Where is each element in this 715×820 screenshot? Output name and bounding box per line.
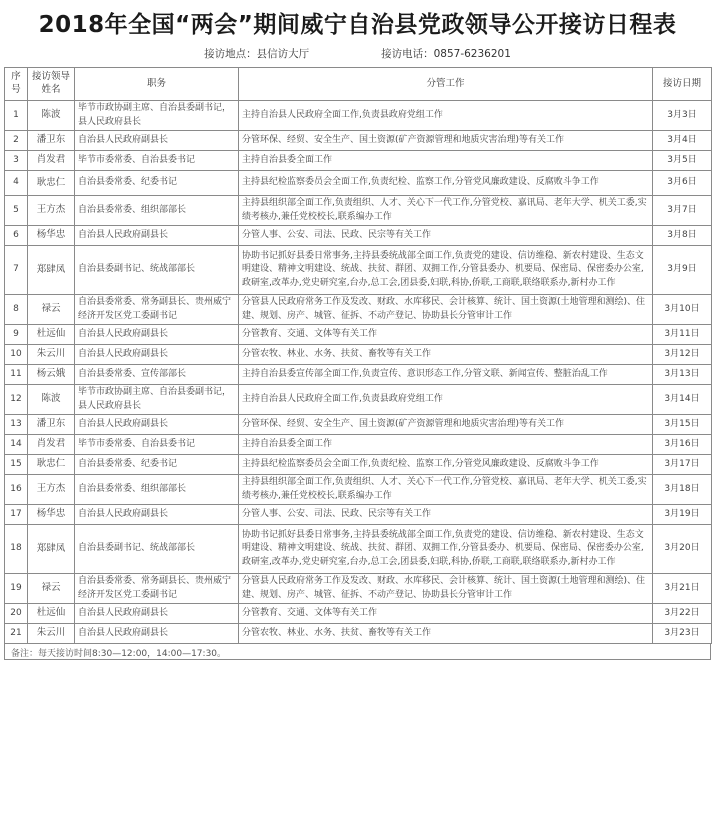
row-number: 5 xyxy=(5,196,28,226)
leader-name: 杨云娥 xyxy=(28,365,75,385)
table-row xyxy=(5,624,712,644)
visit-date: 3月21日 xyxy=(653,574,712,604)
table-row xyxy=(5,151,712,171)
leader-post: 自治县委副书记、统战部部长 xyxy=(75,525,239,574)
leader-post: 毕节市政协副主席、自治县委副书记，县人民政府县长 xyxy=(75,385,239,415)
leader-name: 杨华忠 xyxy=(28,505,75,525)
page-title: 2018年全国“两会”期间威宁自治县党政领导公开接访日程表 xyxy=(38,12,677,38)
leader-name: 朱云川 xyxy=(28,345,75,365)
visit-date: 3月7日 xyxy=(653,196,712,226)
leader-post: 自治县人民政府副县长 xyxy=(75,345,239,365)
table-row xyxy=(5,325,712,345)
leader-name: 杜远仙 xyxy=(28,325,75,345)
table-header-row xyxy=(5,68,712,101)
leader-name: 杨华忠 xyxy=(28,226,75,246)
table-row xyxy=(5,604,712,624)
leader-duty: 主持县纪检监察委员会全面工作,负责纪检、监察工作,分管党风廉政建设、反腐败斗争工作 xyxy=(239,455,653,475)
leader-name: 陈波 xyxy=(28,385,75,415)
header-no: 序号 xyxy=(5,68,28,101)
row-number: 21 xyxy=(5,624,28,644)
leader-name: 肖发君 xyxy=(28,435,75,455)
leader-duty: 协助书记抓好县委日常事务,主持县委统战部全面工作,负责党的建设、信访维稳、新农村建设、生态文明建设、精神文明建设、统战、扶贫、群团、双拥工作,分管县委办、机要局、保密局、保密委办公室,政研室,改革办,党史研究室,台办,总工会,团县委,妇联,科协,侨联,工商联,联络联系办,新村办工作 xyxy=(239,246,653,295)
leader-post: 自治县委常委、纪委书记 xyxy=(75,455,239,475)
leader-post: 自治县人民政府副县长 xyxy=(75,505,239,525)
leader-post: 自治县委常委、组织部部长 xyxy=(75,196,239,226)
row-number: 9 xyxy=(5,325,28,345)
visit-date: 3月22日 xyxy=(653,604,712,624)
row-number: 17 xyxy=(5,505,28,525)
leader-duty: 主持自治县人民政府全面工作,负责县政府党组工作 xyxy=(239,101,653,131)
visit-date: 3月9日 xyxy=(653,246,712,295)
leader-post: 自治县人民政府副县长 xyxy=(75,415,239,435)
table-row xyxy=(5,505,712,525)
leader-duty: 主持县纪检监察委员会全面工作,负责纪检、监察工作,分管党风廉政建设、反腐败斗争工作 xyxy=(239,171,653,196)
visit-date: 3月11日 xyxy=(653,325,712,345)
row-number: 1 xyxy=(5,101,28,131)
leader-post: 自治县委副书记、统战部部长 xyxy=(75,246,239,295)
leader-post: 毕节市委常委、自治县委书记 xyxy=(75,435,239,455)
row-number: 7 xyxy=(5,246,28,295)
visit-date: 3月8日 xyxy=(653,226,712,246)
row-number: 18 xyxy=(5,525,28,574)
row-number: 16 xyxy=(5,475,28,505)
leader-post: 自治县人民政府副县长 xyxy=(75,325,239,345)
table-row xyxy=(5,345,712,365)
leader-name: 潘卫东 xyxy=(28,415,75,435)
table-row xyxy=(5,365,712,385)
schedule-table-body xyxy=(5,101,712,644)
visit-date: 3月13日 xyxy=(653,365,712,385)
table-row xyxy=(5,171,712,196)
leader-duty: 分管县人民政府常务工作及发改、财政、水库移民、会计核算、统计、国土资源(土地管理和测绘)、住建、规划、房产、城管、征拆、不动产登记、协助县长分管审计工作 xyxy=(239,295,653,325)
table-row xyxy=(5,246,712,295)
leader-duty: 主持自治县委全面工作 xyxy=(239,151,653,171)
schedule-table xyxy=(4,67,712,644)
table-row xyxy=(5,101,712,131)
leader-post: 自治县委常委、宣传部部长 xyxy=(75,365,239,385)
visit-date: 3月12日 xyxy=(653,345,712,365)
visit-date: 3月18日 xyxy=(653,475,712,505)
leader-duty: 主持自治县委宣传部全面工作,负责宣传、意识形态工作,分管文联、新闻宣传、整脏治乱工作 xyxy=(239,365,653,385)
location-label: 接访地点：县信访大厅 xyxy=(204,48,310,60)
visit-date: 3月6日 xyxy=(653,171,712,196)
leader-duty: 主持自治县人民政府全面工作,负责县政府党组工作 xyxy=(239,385,653,415)
row-number: 13 xyxy=(5,415,28,435)
leader-name: 耿忠仁 xyxy=(28,455,75,475)
visit-date: 3月5日 xyxy=(653,151,712,171)
row-number: 4 xyxy=(5,171,28,196)
visit-date: 3月3日 xyxy=(653,101,712,131)
footnote: 备注：每天接访时间8:30—12:00，14:00—17:30。 xyxy=(4,644,711,660)
leader-post: 自治县委常委、纪委书记 xyxy=(75,171,239,196)
table-row xyxy=(5,455,712,475)
visit-date: 3月4日 xyxy=(653,131,712,151)
leader-post: 自治县人民政府副县长 xyxy=(75,604,239,624)
leader-duty: 主持县组织部全面工作,负责组织、人才、关心下一代工作,分管党校、嘉讯局、老年大学、机关工委,实绩考核办,兼任党校校长,联系编办工作 xyxy=(239,196,653,226)
visit-date: 3月15日 xyxy=(653,415,712,435)
leader-post: 自治县委常委、常务副县长、贵州威宁经济开发区党工委副书记 xyxy=(75,295,239,325)
table-row xyxy=(5,435,712,455)
leader-duty: 分管农牧、林业、水务、扶贫、畜牧等有关工作 xyxy=(239,345,653,365)
row-number: 3 xyxy=(5,151,28,171)
header-name: 接访领导姓名 xyxy=(28,68,75,101)
row-number: 15 xyxy=(5,455,28,475)
leader-post: 自治县人民政府副县长 xyxy=(75,131,239,151)
leader-duty: 分管环保、经贸、安全生产、国土资源(矿产资源管理和地质灾害治理)等有关工作 xyxy=(239,131,653,151)
leader-name: 肖发君 xyxy=(28,151,75,171)
leader-post: 自治县委常委、常务副县长、贵州威宁经济开发区党工委副书记 xyxy=(75,574,239,604)
contact-info xyxy=(4,43,711,65)
table-row xyxy=(5,131,712,151)
leader-post: 毕节市政协副主席、自治县委副书记，县人民政府县长 xyxy=(75,101,239,131)
header-post: 职务 xyxy=(75,68,239,101)
table-row xyxy=(5,525,712,574)
table-row xyxy=(5,574,712,604)
row-number: 14 xyxy=(5,435,28,455)
header-duty: 分管工作 xyxy=(239,68,653,101)
leader-name: 王方杰 xyxy=(28,475,75,505)
row-number: 2 xyxy=(5,131,28,151)
leader-name: 郑肆凤 xyxy=(28,246,75,295)
leader-name: 杜远仙 xyxy=(28,604,75,624)
leader-post: 自治县委常委、组织部部长 xyxy=(75,475,239,505)
leader-name: 王方杰 xyxy=(28,196,75,226)
visit-date: 3月23日 xyxy=(653,624,712,644)
row-number: 12 xyxy=(5,385,28,415)
table-row xyxy=(5,475,712,505)
row-number: 20 xyxy=(5,604,28,624)
table-row xyxy=(5,415,712,435)
leader-name: 郑肆凤 xyxy=(28,525,75,574)
leader-post: 自治县人民政府副县长 xyxy=(75,226,239,246)
leader-duty: 分管环保、经贸、安全生产、国土资源(矿产资源管理和地质灾害治理)等有关工作 xyxy=(239,415,653,435)
row-number: 10 xyxy=(5,345,28,365)
leader-name: 朱云川 xyxy=(28,624,75,644)
table-row xyxy=(5,385,712,415)
row-number: 8 xyxy=(5,295,28,325)
visit-date: 3月17日 xyxy=(653,455,712,475)
leader-duty: 分管教育、交通、文体等有关工作 xyxy=(239,325,653,345)
leader-duty: 主持县组织部全面工作,负责组织、人才、关心下一代工作,分管党校、嘉讯局、老年大学、机关工委,实绩考核办,兼任党校校长,联系编办工作 xyxy=(239,475,653,505)
visit-date: 3月16日 xyxy=(653,435,712,455)
table-row xyxy=(5,295,712,325)
leader-duty: 协助书记抓好县委日常事务,主持县委统战部全面工作,负责党的建设、信访维稳、新农村建设、生态文明建设、精神文明建设、统战、扶贫、群团、双拥工作,分管县委办、机要局、保密局、保密委办公室,政研室,改革办,党史研究室,台办,总工会,团县委,妇联,科协,侨联,工商联,联络联系办,新村办工作 xyxy=(239,525,653,574)
table-row xyxy=(5,226,712,246)
visit-date: 3月14日 xyxy=(653,385,712,415)
row-number: 19 xyxy=(5,574,28,604)
row-number: 11 xyxy=(5,365,28,385)
leader-duty: 分管教育、交通、文体等有关工作 xyxy=(239,604,653,624)
leader-name: 耿忠仁 xyxy=(28,171,75,196)
leader-duty: 主持自治县委全面工作 xyxy=(239,435,653,455)
table-row xyxy=(5,196,712,226)
leader-duty: 分管人事、公安、司法、民政、民宗等有关工作 xyxy=(239,505,653,525)
header-date: 接访日期 xyxy=(653,68,712,101)
leader-post: 毕节市委常委、自治县委书记 xyxy=(75,151,239,171)
leader-name: 陈波 xyxy=(28,101,75,131)
visit-date: 3月20日 xyxy=(653,525,712,574)
row-number: 6 xyxy=(5,226,28,246)
leader-name: 禄云 xyxy=(28,295,75,325)
leader-post: 自治县人民政府副县长 xyxy=(75,624,239,644)
leader-duty: 分管农牧、林业、水务、扶贫、畜牧等有关工作 xyxy=(239,624,653,644)
phone-label: 接访电话：0857-6236201 xyxy=(381,48,511,60)
leader-duty: 分管人事、公安、司法、民政、民宗等有关工作 xyxy=(239,226,653,246)
leader-name: 禄云 xyxy=(28,574,75,604)
leader-name: 潘卫东 xyxy=(28,131,75,151)
visit-date: 3月19日 xyxy=(653,505,712,525)
leader-duty: 分管县人民政府常务工作及发改、财政、水库移民、会计核算、统计、国土资源(土地管理和测绘)、住建、规划、房产、城管、征拆、不动产登记、协助县长分管审计工作 xyxy=(239,574,653,604)
visit-date: 3月10日 xyxy=(653,295,712,325)
